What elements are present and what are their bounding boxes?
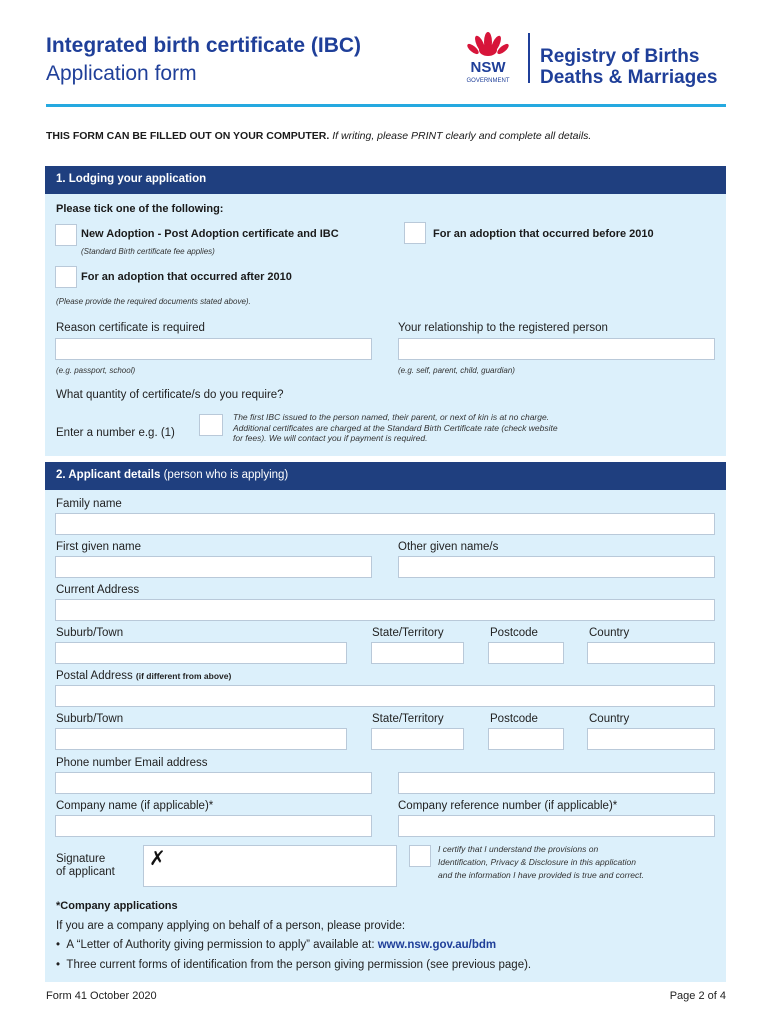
fee-note-line-1: The first IBC issued to the person named, their parent, or next of kin is at no charge. xyxy=(233,412,550,422)
family-name-input[interactable] xyxy=(55,513,715,535)
country-label: Country xyxy=(589,627,630,639)
company-apps-bullet-1 xyxy=(56,939,496,951)
phone-input[interactable] xyxy=(55,772,372,794)
new-adoption-checkbox[interactable] xyxy=(55,224,77,246)
relationship-hint: (e.g. self, parent, child, guardian) xyxy=(398,366,515,375)
state-input[interactable] xyxy=(371,642,464,664)
postal-state-input[interactable] xyxy=(371,728,464,750)
reason-input[interactable] xyxy=(55,338,372,360)
other-names-input[interactable] xyxy=(398,556,715,578)
signature-label-line-2: of applicant xyxy=(56,866,115,878)
company-name-label: Company name (if applicable)* xyxy=(56,800,214,812)
certify-checkbox[interactable] xyxy=(409,845,431,867)
section-1-heading: 1. Lodging your application xyxy=(45,166,726,194)
reason-hint: (e.g. passport, school) xyxy=(56,366,136,375)
after-2010-checkbox[interactable] xyxy=(55,266,77,288)
suburb-label: Suburb/Town xyxy=(56,627,124,639)
company-ref-label: Company reference number (if applicable)* xyxy=(398,800,618,812)
postal-country-label: Country xyxy=(589,713,630,725)
before-2010-checkbox[interactable] xyxy=(404,222,426,244)
registry-line-2: Deaths & Marriages xyxy=(540,67,718,88)
registry-name xyxy=(540,46,717,88)
postal-postcode-input[interactable] xyxy=(488,728,564,750)
certify-line-2: Identification, Privacy & Disclosure in this application xyxy=(438,857,636,867)
postal-address-label xyxy=(56,670,231,682)
form-id: Form 41 October 2020 xyxy=(46,990,157,1002)
relationship-label: Your relationship to the registered person xyxy=(398,322,608,334)
company-apps-title: *Company applications xyxy=(56,900,178,912)
certify-line-1: I certify that I understand the provisions on xyxy=(438,844,599,854)
nsw-government-logo xyxy=(458,28,518,88)
postal-country-input[interactable] xyxy=(587,728,715,750)
before-2010-label: For an adoption that occurred before 2010 xyxy=(433,228,654,240)
first-name-label: First given name xyxy=(56,541,142,553)
instruction-bold: THIS FORM CAN BE FILLED OUT ON YOUR COMPUTER. xyxy=(46,130,330,142)
new-adoption-note: (Standard Birth certificate fee applies) xyxy=(81,247,215,256)
logo-divider xyxy=(528,33,530,83)
form-subtitle: Application form xyxy=(46,62,197,85)
nsw-logo-text: NSW xyxy=(470,59,506,76)
postal-address-note: (if different from above) xyxy=(135,671,232,681)
section-applicant xyxy=(45,462,726,982)
postcode-label: Postcode xyxy=(490,627,538,639)
postal-suburb-input[interactable] xyxy=(55,728,347,750)
current-address-input[interactable] xyxy=(55,599,715,621)
reason-label: Reason certificate is required xyxy=(56,322,205,334)
company-apps-bullet-2 xyxy=(56,959,531,971)
bullet-icon: • xyxy=(56,959,67,971)
section-2-heading-light: (person who is applying) xyxy=(163,469,289,481)
postcode-input[interactable] xyxy=(488,642,564,664)
enter-number-label: Enter a number e.g. (1) xyxy=(56,427,175,439)
section-2-heading-bold: 2. Applicant details xyxy=(56,469,161,481)
signature-cross-icon: ✗ xyxy=(149,848,166,870)
fee-note xyxy=(233,412,558,444)
government-logo-text: GOVERNMENT xyxy=(466,78,510,84)
other-names-label: Other given name/s xyxy=(398,541,499,553)
postal-postcode-label: Postcode xyxy=(490,713,538,725)
bullet-icon: • xyxy=(56,939,67,951)
form-title: Integrated birth certificate (IBC) xyxy=(46,34,362,57)
fee-note-line-3: for fees). We will contact you if payment is required. xyxy=(233,433,428,443)
email-input[interactable] xyxy=(398,772,715,794)
certify-line-3: and the information I have provided is true and correct. xyxy=(438,870,645,880)
signature-input[interactable] xyxy=(143,845,397,887)
new-adoption-label: New Adoption - Post Adoption certificate and IBC xyxy=(81,228,339,240)
bullet-2-text: Three current forms of identification from the person giving permission (see previous page). xyxy=(66,959,532,971)
company-apps-intro: If you are a company applying on behalf of a person, please provide: xyxy=(56,920,406,932)
instruction-italic: If writing, please PRINT clearly and complete all details. xyxy=(332,130,592,142)
bdm-link[interactable]: www.nsw.gov.au/bdm xyxy=(377,939,497,951)
fee-note-line-2: Additional certificates are charged at the Standard Birth Certificate rate (check website xyxy=(233,422,558,433)
state-label: State/Territory xyxy=(372,627,444,639)
quantity-input[interactable] xyxy=(199,414,223,436)
page-header xyxy=(46,28,726,108)
signature-label-line-1: Signature xyxy=(56,853,106,865)
signature-label xyxy=(56,853,115,879)
certify-text xyxy=(438,843,644,882)
section-2-heading xyxy=(45,462,726,490)
header-rule xyxy=(46,104,726,107)
company-name-input[interactable] xyxy=(55,815,372,837)
registry-line-1: Registry of Births xyxy=(540,46,700,67)
postal-address-input[interactable] xyxy=(55,685,715,707)
company-ref-input[interactable] xyxy=(398,815,715,837)
first-name-input[interactable] xyxy=(55,556,372,578)
family-name-label: Family name xyxy=(56,498,122,510)
current-address-label: Current Address xyxy=(56,584,140,596)
phone-email-label: Phone number Email address xyxy=(56,757,208,769)
after-2010-label: For an adoption that occurred after 2010 xyxy=(81,271,292,283)
postal-state-label: State/Territory xyxy=(372,713,444,725)
relationship-input[interactable] xyxy=(398,338,715,360)
postal-address-text: Postal Address xyxy=(56,670,133,682)
country-input[interactable] xyxy=(587,642,715,664)
suburb-input[interactable] xyxy=(55,642,347,664)
page-number: Page 2 of 4 xyxy=(669,990,726,1002)
form-instruction xyxy=(46,130,591,142)
bullet-1-text: A “Letter of Authority giving permission to apply” available at: xyxy=(66,939,375,951)
tick-prompt: Please tick one of the following: xyxy=(56,203,224,215)
documents-note: (Please provide the required documents stated above). xyxy=(56,297,251,306)
postal-suburb-label: Suburb/Town xyxy=(56,713,124,725)
quantity-label: What quantity of certificate/s do you require? xyxy=(56,389,284,401)
section-lodging xyxy=(45,166,726,456)
